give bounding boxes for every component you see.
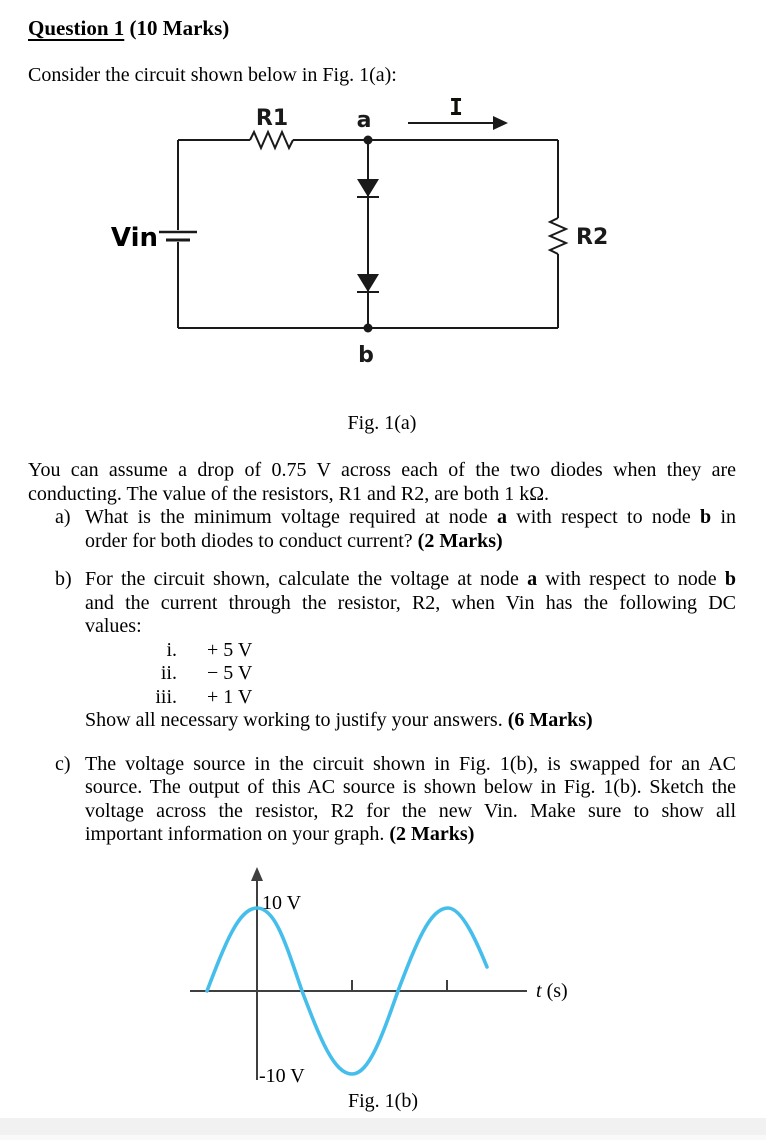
r2-label: R2 <box>576 225 609 250</box>
item-b-line2: and the current through the resistor, R2, when Vin has the following DC <box>85 591 736 614</box>
item-b-line1 <box>85 568 736 592</box>
y-axis-arrowhead <box>251 867 263 881</box>
roman-1-numeral: i. <box>166 638 177 661</box>
roman-item-2 <box>85 662 736 686</box>
item-b-line3: values: <box>85 615 142 637</box>
item-c-marker: c) <box>55 752 71 775</box>
time-variable: t <box>536 979 542 1002</box>
item-c-line2: source. The output of this AC source is shown below in Fig. 1(b). Sketch the <box>85 776 736 798</box>
item-a-l2-text: order for both diodes to conduct current? <box>85 529 418 552</box>
roman-2-numeral: ii. <box>160 662 177 684</box>
item-a-l1-text3: in <box>711 506 736 528</box>
node-a-label: a <box>356 108 372 133</box>
item-b-show-text: Show all necessary working to justify your answers. <box>85 709 508 731</box>
assume-paragraph <box>28 459 736 506</box>
vin-source-label: Vin <box>110 223 158 253</box>
diode1-triangle <box>357 179 379 197</box>
page-bottom-strip-light <box>0 1135 766 1140</box>
item-a-line1 <box>85 506 736 530</box>
roman-3-numeral: iii. <box>155 685 177 708</box>
item-c-line1: The voltage source in the circuit shown in Fig. 1(b), is swapped for an AC <box>85 752 736 775</box>
node-b-label: b <box>358 343 374 365</box>
item-c-line3: voltage across the resistor, R2 for the new Vin. Make sure to show all <box>85 799 736 822</box>
y-min-label: -10 V <box>259 1064 305 1087</box>
fig-a-caption: Fig. 1(a) <box>347 412 417 434</box>
item-a-l1-text2: with respect to node <box>506 506 701 528</box>
node-a-dot <box>364 136 373 145</box>
roman-2-value: − 5 V <box>207 662 253 684</box>
question-title <box>28 0 736 40</box>
r2-resistor-symbol <box>550 218 566 254</box>
item-b-show-line <box>85 709 736 733</box>
list-item-c <box>28 753 736 847</box>
r1-label: R1 <box>255 106 289 131</box>
roman-3-value: + 1 V <box>207 685 253 708</box>
roman-item-3 <box>85 686 736 710</box>
item-b-marks: (6 Marks) <box>507 709 593 731</box>
list-item-a <box>28 506 736 553</box>
assume-line1: You can assume a drop of 0.75 V across each of the two diodes when they are <box>28 459 736 481</box>
page-content-lower <box>0 411 766 847</box>
item-a-body <box>85 506 736 553</box>
node-b-ref: b <box>700 506 712 528</box>
item-c-marks: (2 Marks) <box>389 823 475 845</box>
node-a-ref: a <box>496 506 507 528</box>
item-c-l4-text: important information on your graph. <box>85 823 390 845</box>
assume-line2: conducting. The value of the resistors, R1 and R2, are both 1 kΩ. <box>28 482 550 505</box>
item-a-marks: (2 Marks) <box>417 529 503 552</box>
item-c-body <box>85 753 736 847</box>
fig-b-caption: Fig. 1(b) <box>348 1089 418 1112</box>
item-b-l1-text: For the circuit shown, calculate the voltage at node <box>85 568 528 590</box>
sine-wave-graph <box>0 855 766 1087</box>
circuit-diagram <box>0 95 766 365</box>
item-a-marker: a) <box>55 506 71 528</box>
list-item-b <box>28 568 736 733</box>
question-number: Question 1 <box>28 16 125 40</box>
item-b-marker: b) <box>55 568 72 590</box>
item-b-l1-text2: with respect to node <box>537 568 725 590</box>
node-b-dot <box>364 324 373 333</box>
y-max-label: 10 V <box>262 891 302 914</box>
page-bottom-strip <box>0 1118 766 1135</box>
node-b-ref2: b <box>724 568 736 590</box>
roman-1-value: + 5 V <box>207 638 253 661</box>
diode2-triangle <box>357 274 379 292</box>
roman-item-1 <box>85 639 736 663</box>
item-a-line2 <box>85 530 736 554</box>
x-axis-label <box>536 980 568 1002</box>
page-content <box>0 0 766 87</box>
r1-resistor-symbol <box>250 132 293 148</box>
intro-text: Consider the circuit shown below in Fig. 1(a): <box>28 64 397 86</box>
question-marks: (10 Marks) <box>124 16 230 40</box>
time-unit: (s) <box>546 979 568 1002</box>
current-arrow-head <box>493 116 508 130</box>
current-label: I <box>449 95 463 121</box>
node-a-ref2: a <box>527 568 538 590</box>
item-a-l1-text: What is the minimum voltage required at node <box>85 506 497 528</box>
item-b-body <box>85 568 736 733</box>
item-c-line4 <box>85 823 736 847</box>
